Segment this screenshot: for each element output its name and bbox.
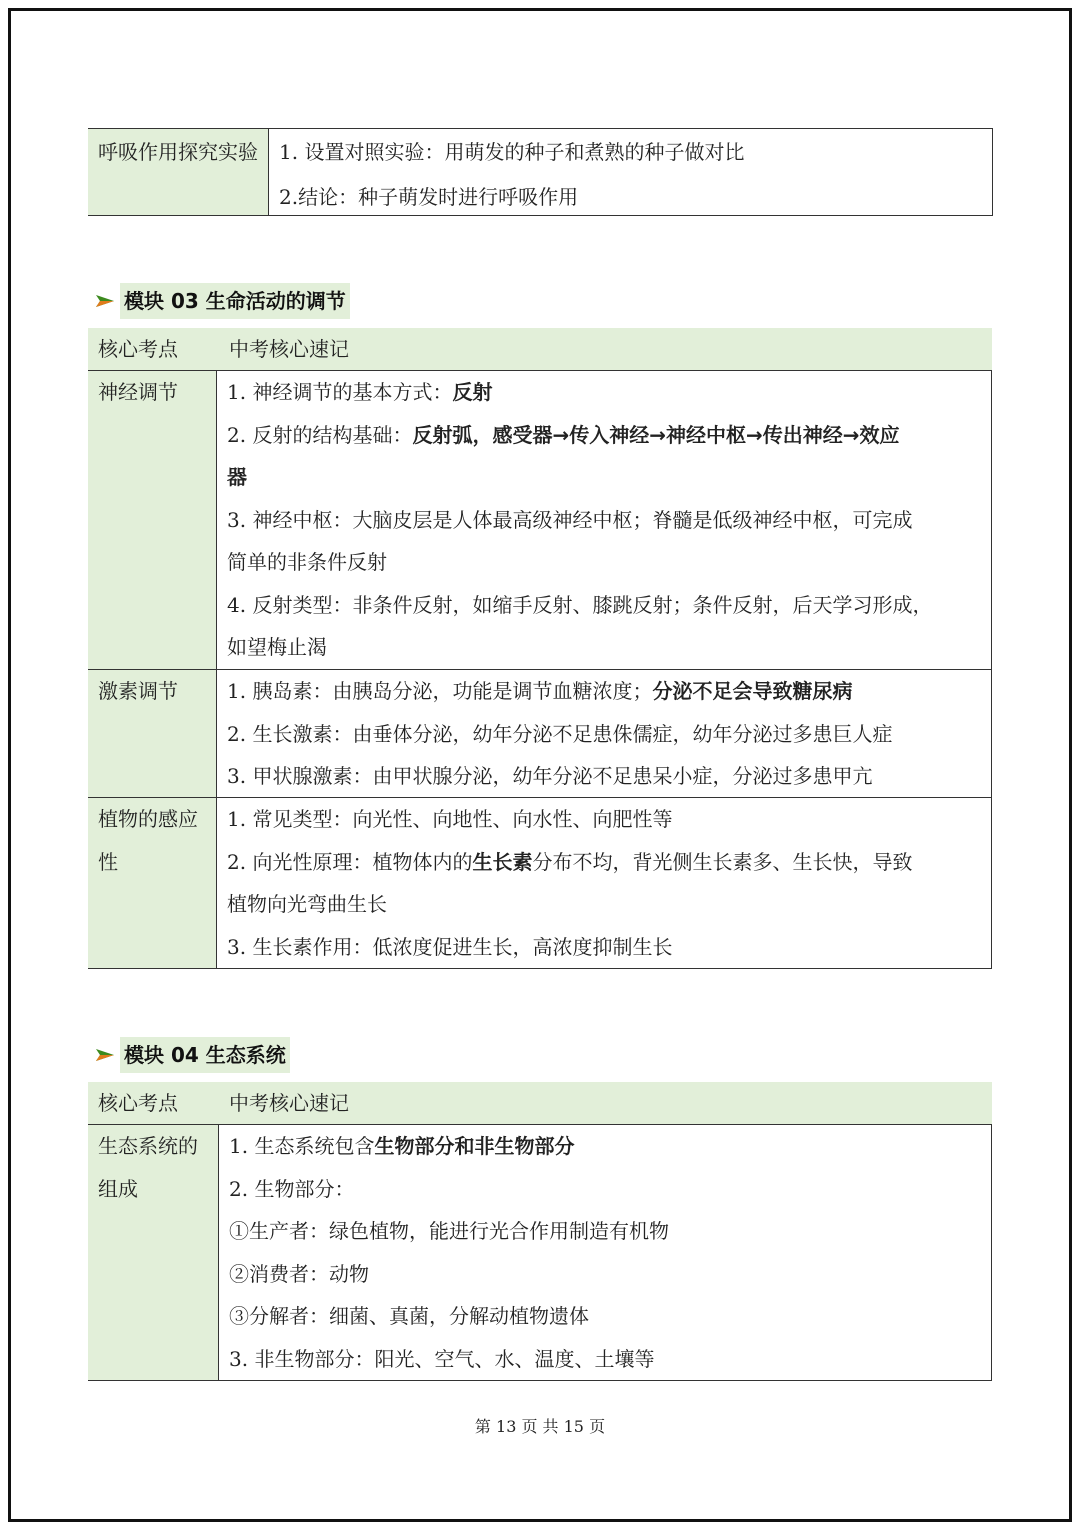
row-content-cell	[216, 798, 991, 968]
row-key: 生态系统的组成	[98, 1134, 198, 1201]
module03-title: 模块 03 生命活动的调节	[120, 283, 350, 319]
row-key: 激素调节	[98, 679, 178, 703]
content-line: 3. 非生物部分：阳光、空气、水、温度、土壤等	[229, 1346, 655, 1371]
module03-table	[88, 328, 992, 969]
row-key-cell	[88, 670, 216, 797]
content-line: 4. 反射类型：非条件反射，如缩手反射、膝跳反射；条件反射，后天学习形成，	[227, 592, 933, 617]
triangle-arrow-icon	[96, 1047, 118, 1063]
content-line: 器	[227, 465, 247, 489]
content-line: 2. 生物部分：	[229, 1176, 355, 1201]
respiration-line-2: 2.结论：种子萌发时进行呼吸作用	[279, 184, 579, 209]
row-key: 神经调节	[98, 380, 178, 404]
respiration-table	[88, 128, 993, 216]
row-key-cell	[88, 1125, 218, 1380]
respiration-key: 呼吸作用探究实验	[98, 140, 258, 164]
content-line: 2. 生长激素：由垂体分泌，幼年分泌不足患侏儒症，幼年分泌过多患巨人症	[227, 721, 893, 746]
content-line: 2. 反射的结构基础：反射弧，感受器→传入神经→神经中枢→传出神经→效应	[227, 422, 900, 447]
content-line: 2. 向光性原理：植物体内的生长素分布不均，背光侧生长素多、生长快，导致	[227, 849, 913, 874]
respiration-content-cell	[268, 129, 992, 215]
col-notes-header: 中考核心速记	[229, 1091, 349, 1115]
table-row	[88, 1125, 992, 1381]
col-key-header: 核心考点	[98, 337, 178, 361]
module04-head-row	[88, 1082, 992, 1125]
page-number: 第 13 页 共 15 页	[474, 1417, 606, 1436]
row-content-cell	[218, 1125, 991, 1380]
module04-title: 模块 04 生态系统	[120, 1037, 290, 1073]
row-key-cell	[88, 371, 216, 669]
triangle-arrow-icon	[96, 293, 118, 309]
content-line: 1. 生态系统包含生物部分和非生物部分	[229, 1134, 575, 1158]
content-line: 1. 神经调节的基本方式：反射	[227, 380, 493, 404]
module03-header	[96, 282, 350, 320]
content-line: 1. 胰岛素：由胰岛分泌，功能是调节血糖浓度；分泌不足会导致糖尿病	[227, 679, 853, 703]
content-line: 3. 生长素作用：低浓度促进生长，高浓度抑制生长	[227, 934, 673, 959]
module03-head-row	[88, 328, 992, 371]
module04-table	[88, 1082, 992, 1381]
respiration-line-1: 1. 设置对照实验：用萌发的种子和煮熟的种子做对比	[279, 140, 745, 164]
content-line: 如望梅止渴	[227, 635, 327, 659]
table-row	[88, 798, 992, 969]
content-line: 植物向光弯曲生长	[227, 892, 387, 916]
content-line: ①生产者：绿色植物，能进行光合作用制造有机物	[229, 1219, 669, 1243]
table-row	[88, 670, 992, 798]
table-row	[88, 371, 992, 670]
content-line: 1. 常见类型：向光性、向地性、向水性、向肥性等	[227, 807, 673, 831]
respiration-key-cell	[88, 129, 268, 215]
row-key-cell	[88, 798, 216, 968]
content-line: ②消费者：动物	[229, 1261, 369, 1286]
content-line: ③分解者：细菌、真菌，分解动植物遗体	[229, 1304, 589, 1328]
content-line: 简单的非条件反射	[227, 550, 387, 574]
col-notes-header: 中考核心速记	[229, 337, 349, 361]
content-line: 3. 甲状腺激素：由甲状腺分泌，幼年分泌不足患呆小症，分泌过多患甲亢	[227, 764, 873, 788]
col-key-header: 核心考点	[98, 1091, 178, 1115]
row-content-cell	[216, 371, 991, 669]
row-key: 植物的感应性	[98, 807, 198, 874]
row-content-cell	[216, 670, 991, 797]
module04-header	[96, 1036, 290, 1074]
content-line: 3. 神经中枢：大脑皮层是人体最高级神经中枢；脊髓是低级神经中枢，可完成	[227, 507, 913, 532]
